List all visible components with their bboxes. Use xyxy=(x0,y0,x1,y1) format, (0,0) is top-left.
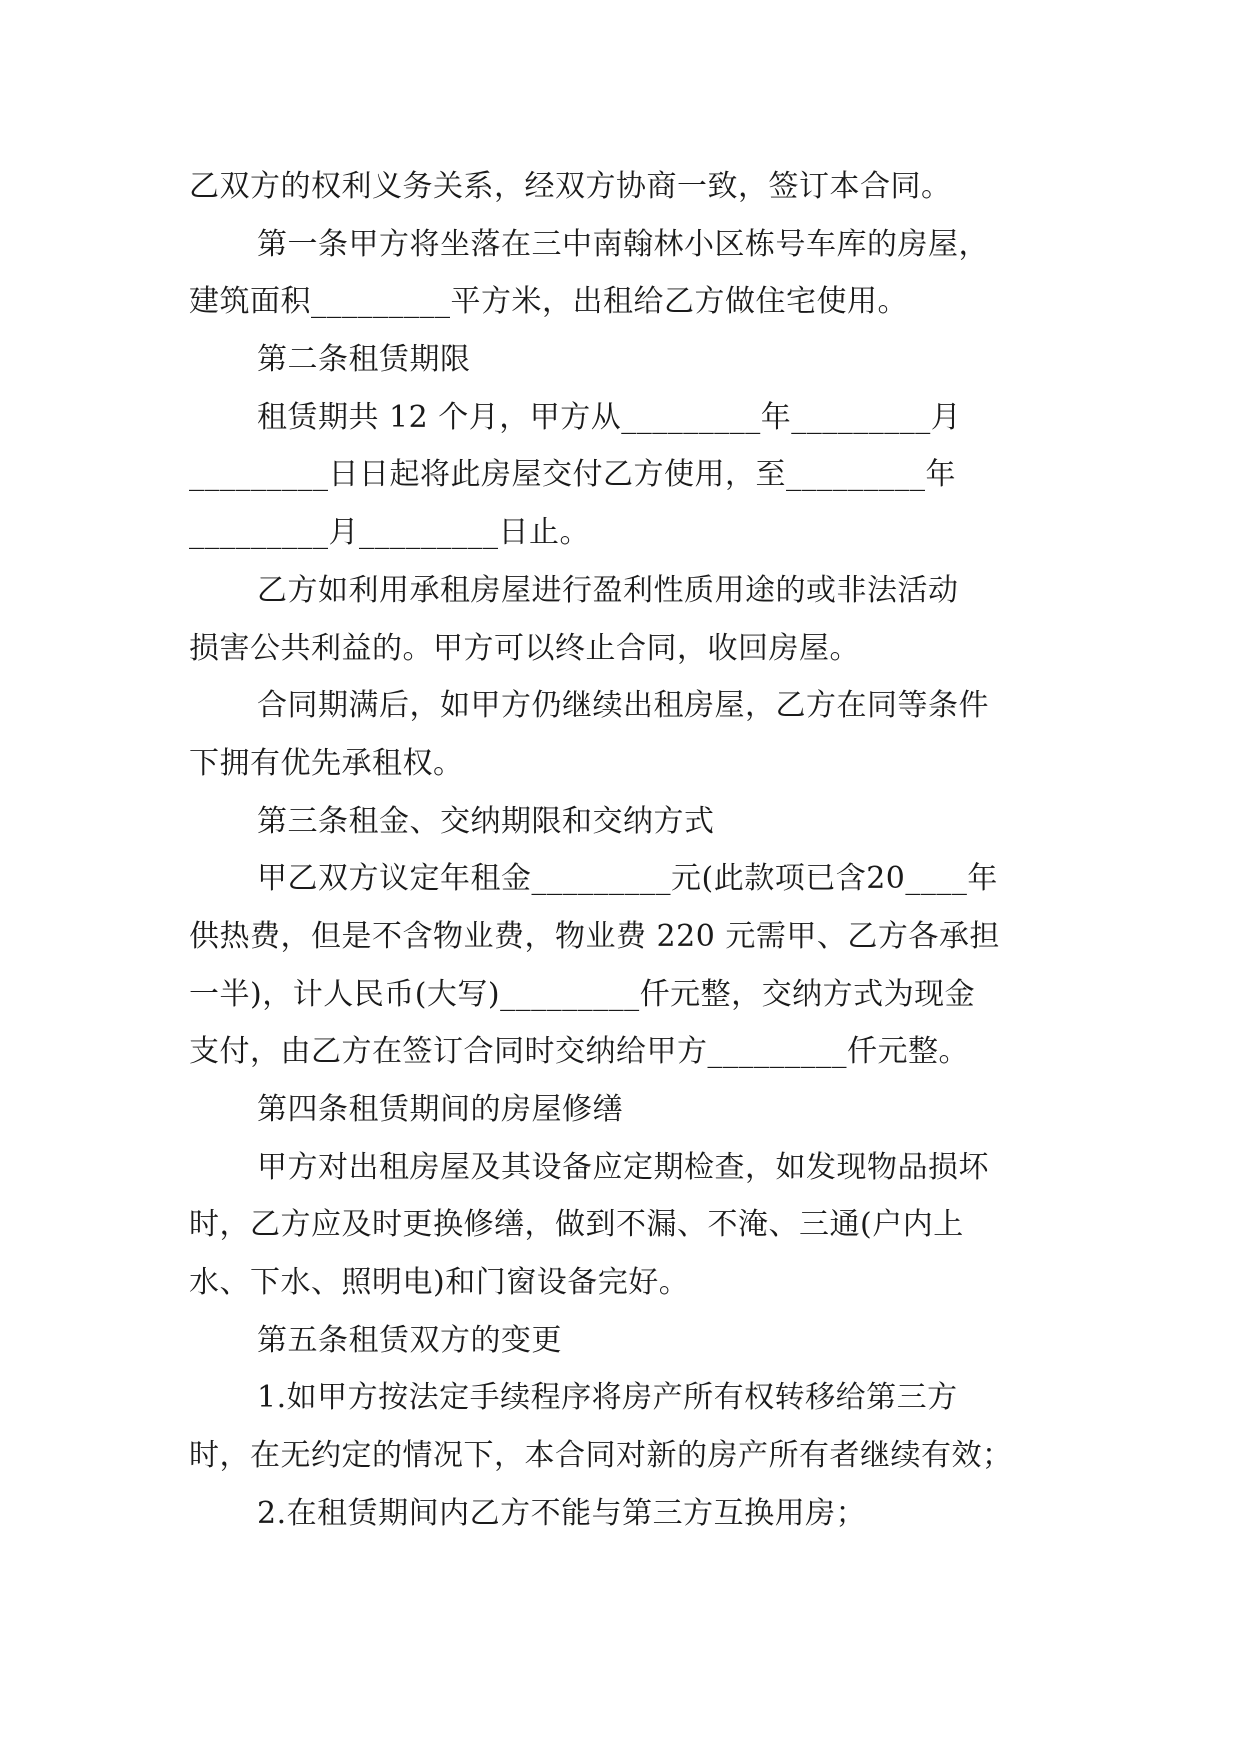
text-line: _________日日起将此房屋交付乙方使用，至_________年 xyxy=(189,457,956,493)
text-line: 时，乙方应及时更换修缮，做到不漏、不淹、三通(户内上 xyxy=(189,1207,964,1243)
text-line: 租赁期共 12 个月，甲方从_________年_________月 xyxy=(257,399,962,435)
text-line: 第一条甲方将坐落在三中南翰林小区栋号车库的房屋， xyxy=(257,226,989,262)
document-body xyxy=(189,158,1069,1543)
text-line: 供热费，但是不含物业费，物业费 220 元需甲、乙方各承担 xyxy=(189,918,1000,954)
text-line: 支付，由乙方在签订合同时交纳给甲方_________仟元整。 xyxy=(189,1034,969,1070)
text-line: 时，在无约定的情况下，本合同对新的房产所有者继续有效； xyxy=(189,1438,1013,1474)
text-line: 乙方如利用承租房屋进行盈利性质用途的或非法活动 xyxy=(257,572,959,608)
text-line: 下拥有优先承租权。 xyxy=(189,745,464,781)
text-line: 水、下水、照明电)和门窗设备完好。 xyxy=(189,1265,690,1301)
text-line: 1.如甲方按法定手续程序将房产所有权转移给第三方 xyxy=(257,1380,958,1416)
section-heading: 第四条租赁期间的房屋修缮 xyxy=(257,1092,623,1127)
text-line: 2.在租赁期间内乙方不能与第三方互换用房； xyxy=(257,1495,867,1531)
section-heading: 第五条租赁双方的变更 xyxy=(257,1322,562,1358)
text-line: 一半)，计人民币(大写)_________仟元整，交纳方式为现金 xyxy=(189,976,976,1012)
text-line: 建筑面积_________平方米，出租给乙方做住宅使用。 xyxy=(189,284,908,320)
text-line: 合同期满后，如甲方仍继续出租房屋，乙方在同等条件 xyxy=(257,688,989,724)
text-line: _________月_________日止。 xyxy=(189,515,590,551)
section-heading: 第二条租赁期限 xyxy=(257,342,471,378)
text-line: 甲方对出租房屋及其设备应定期检查，如发现物品损坏 xyxy=(257,1149,989,1185)
text-line: 甲乙双方议定年租金_________元(此款项已含20____年 xyxy=(257,861,998,897)
text-line: 损害公共利益的。甲方可以终止合同，收回房屋。 xyxy=(189,630,860,666)
section-heading: 第三条租金、交纳期限和交纳方式 xyxy=(257,803,715,839)
text-line: 乙双方的权利义务关系，经双方协商一致，签订本合同。 xyxy=(189,169,952,204)
